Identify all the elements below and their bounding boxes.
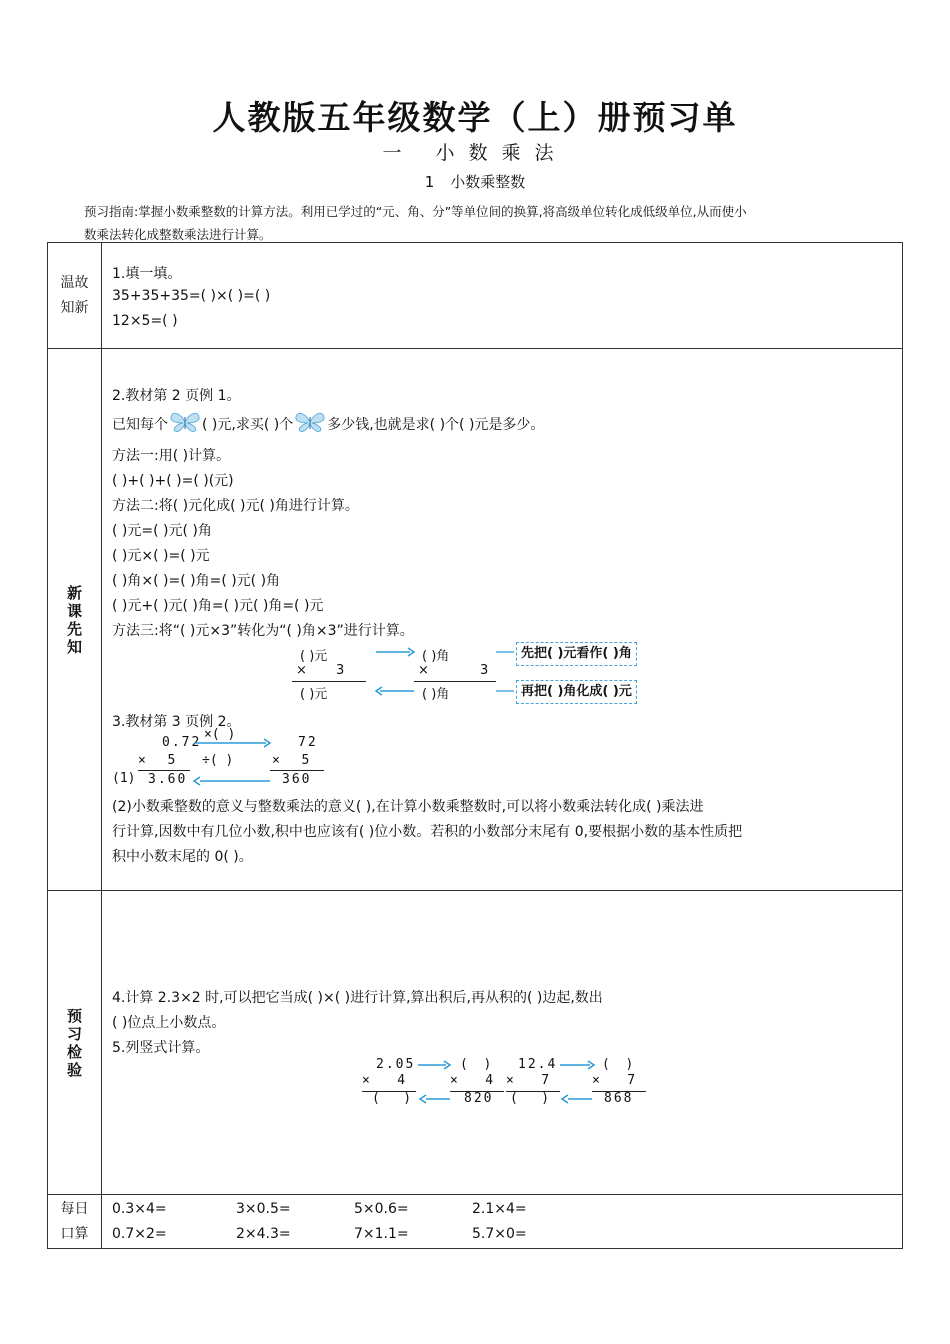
e-mul: × 5 xyxy=(138,753,178,768)
review-label-2: 知新 xyxy=(60,299,89,316)
daily-item: 0.7×2= xyxy=(112,1226,167,1242)
e-r-line xyxy=(270,770,324,771)
v-yuan-result: ( )元 xyxy=(300,687,328,702)
e-r-mul: × 5 xyxy=(272,753,312,768)
butterfly-icon xyxy=(170,411,200,433)
study-guide xyxy=(84,200,874,246)
daily-item: 0.3×4= xyxy=(112,1201,167,1217)
v-jiao-result: ( )角 xyxy=(422,687,450,702)
v-times-2: × xyxy=(418,663,429,678)
new-label-text: 新课先知 xyxy=(66,583,82,656)
new-label xyxy=(48,349,102,891)
method-3: 方法三:将“( )元×3”转化为“( )角×3”进行计算。 xyxy=(112,623,414,639)
e-res: 3.60 xyxy=(148,772,188,787)
row-check xyxy=(48,891,903,1195)
q2-intro xyxy=(112,409,544,441)
review-label xyxy=(48,243,102,349)
c2-res: 820 xyxy=(464,1091,494,1106)
guide-line-2: 数乘法转化成整数乘法进行计算。 xyxy=(84,227,272,242)
c3-top: 12.4 xyxy=(518,1057,558,1072)
method-1: 方法一:用( )计算。 xyxy=(112,448,231,464)
q4-line-2: ( )位点上小数点。 xyxy=(112,1015,226,1031)
lesson-name: 小数乘整数 xyxy=(450,173,526,191)
v-jiao-top: ( )角 xyxy=(422,649,450,664)
daily-label-2: 口算 xyxy=(60,1225,89,1242)
q3-p2-line-3: 积中小数末尾的 0( )。 xyxy=(112,849,253,865)
row-daily xyxy=(48,1195,903,1249)
e-r-res: 360 xyxy=(282,772,312,787)
v-line-1 xyxy=(292,681,366,682)
c2-top: ( ) xyxy=(460,1057,492,1072)
daily-label-1: 每日 xyxy=(60,1200,89,1217)
page-title: 人教版五年级数学（上）册预习单 xyxy=(212,98,738,137)
vertical-calcs xyxy=(360,1057,660,1107)
daily-item: 5.7×0= xyxy=(472,1226,527,1242)
daily-item: 3×0.5= xyxy=(236,1201,291,1217)
check-label-text: 预习检验 xyxy=(66,1006,82,1079)
check-content xyxy=(102,891,903,1195)
daily-label xyxy=(48,1195,102,1249)
daily-item: 7×1.1= xyxy=(354,1226,409,1242)
lesson-title xyxy=(0,171,950,192)
method-2-eq-4: ( )元+( )元( )角=( )元( )角=( )元 xyxy=(112,598,324,614)
q3-title: 3.教材第 3 页例 2。 xyxy=(112,714,241,730)
e-r-top: 72 xyxy=(298,735,318,750)
row-new xyxy=(48,349,903,891)
intro-part-3: 多少钱,也就是求( )个( )元是多少。 xyxy=(327,417,545,433)
e-arrow-top-label: ×( ) xyxy=(204,727,236,742)
hint-box-1: 先把( )元看作( )角 xyxy=(516,642,637,666)
c1-mul: × 4 xyxy=(362,1073,407,1088)
e-top: 0.72 xyxy=(162,735,202,750)
v-arrows xyxy=(374,643,416,703)
q1-line-2: 12×5=( ) xyxy=(112,313,178,329)
hint-box-2: 再把( )角化成( )元 xyxy=(516,680,637,704)
calc-arrows xyxy=(360,1057,660,1107)
review-content xyxy=(102,243,903,349)
row-review xyxy=(48,243,903,349)
c2-mul: × 4 xyxy=(450,1073,495,1088)
daily-item: 2×4.3= xyxy=(236,1226,291,1242)
unit-title: 一 小数乘法 xyxy=(382,142,568,164)
e-arrows xyxy=(192,733,272,791)
c4-mul: × 7 xyxy=(592,1073,637,1088)
guide-line-1: 预习指南:掌握小数乘整数的计算方法。利用已学过的“元、角、分”等单位间的换算,将高级单位转化成低级单位,从而使小 xyxy=(84,204,747,219)
q5-title: 5.列竖式计算。 xyxy=(112,1040,210,1056)
daily-item: 5×0.6= xyxy=(354,1201,409,1217)
c1-res: ( ) xyxy=(372,1091,412,1106)
example-label: (1) xyxy=(112,771,136,786)
c3-res: ( ) xyxy=(510,1091,550,1106)
v-yuan-top: ( )元 xyxy=(300,649,328,664)
c1-top: 2.05 xyxy=(376,1057,416,1072)
lesson-number: 1 xyxy=(424,173,435,191)
e-arrow-bot-label: ÷( ) xyxy=(202,753,234,768)
v-times-1: × xyxy=(296,663,307,678)
v-line-2 xyxy=(414,681,496,682)
daily-content xyxy=(102,1195,903,1249)
review-label-1: 温故 xyxy=(60,274,89,291)
q3-part-2 xyxy=(112,795,894,870)
v-three-2: 3 xyxy=(480,663,489,678)
q1-line-1: 35+35+35=( )×( )=( ) xyxy=(112,288,271,304)
intro-part-1: 已知每个 xyxy=(112,417,168,433)
method-2-eq-3: ( )角×( )=( )角=( )元( )角 xyxy=(112,573,281,589)
conversion-diagram xyxy=(290,643,710,705)
q2-title: 2.教材第 2 页例 1。 xyxy=(112,388,241,404)
method-2-eq-1: ( )元=( )元( )角 xyxy=(112,523,212,539)
q3-p2-line-1: (2)小数乘整数的意义与整数乘法的意义( ),在计算小数乘整数时,可以将小数乘法转化成( )乘法进 xyxy=(112,799,704,815)
preview-table xyxy=(47,242,903,1249)
example-2 xyxy=(112,727,342,791)
check-label xyxy=(48,891,102,1195)
q3-p2-line-2: 行计算,因数中有几位小数,积中也应该有( )位小数。若积的小数部分末尾有 0,要根据小数的基本性质把 xyxy=(112,824,743,840)
new-content xyxy=(102,349,903,891)
connector-lines xyxy=(494,643,516,703)
c3-mul: × 7 xyxy=(506,1073,551,1088)
method-2-eq-2: ( )元×( )=( )元 xyxy=(112,548,210,564)
intro-part-2: ( )元,求买( )个 xyxy=(202,417,294,433)
c4-res: 868 xyxy=(604,1091,634,1106)
method-2: 方法二:将( )元化成( )元( )角进行计算。 xyxy=(112,498,359,514)
c4-top: ( ) xyxy=(602,1057,634,1072)
butterfly-icon xyxy=(295,411,325,433)
q4-line-1: 4.计算 2.3×2 时,可以把它当成( )×( )进行计算,算出积后,再从积的( )边起,数出 xyxy=(112,990,603,1006)
daily-item: 2.1×4= xyxy=(472,1201,527,1217)
q1-title: 1.填一填。 xyxy=(112,266,182,282)
method-1-eq: ( )+( )+( )=( )(元) xyxy=(112,473,234,489)
e-line xyxy=(138,770,190,771)
v-three-1: 3 xyxy=(336,663,345,678)
